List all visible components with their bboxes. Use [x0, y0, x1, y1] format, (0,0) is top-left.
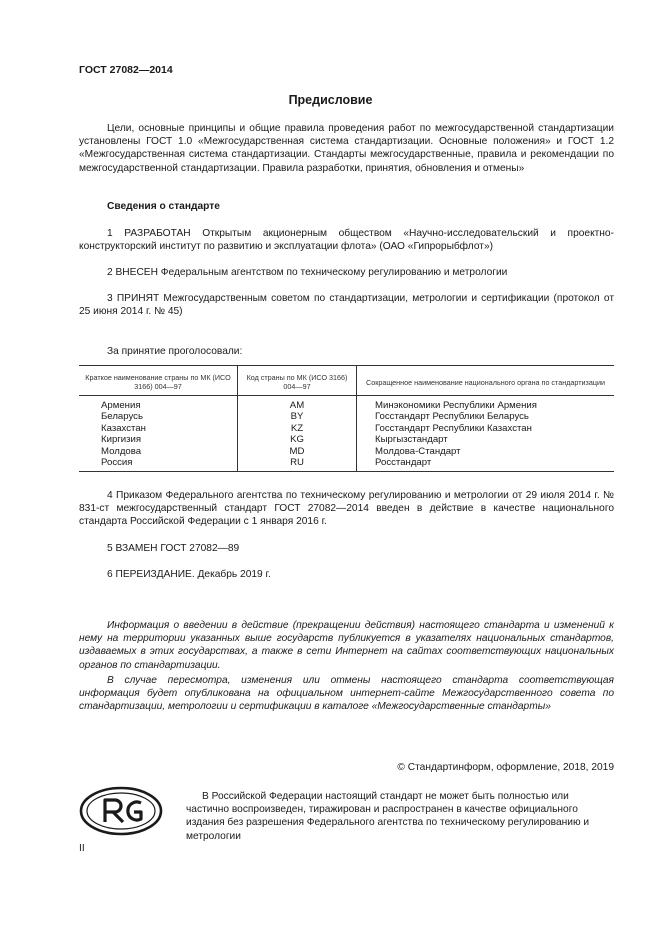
country-code: KG [238, 434, 357, 445]
standard-body: Минэкономики Республики Армения [357, 396, 615, 412]
table-row [79, 396, 614, 412]
section-title: Сведения о стандарте [107, 201, 220, 212]
table-header-row [79, 366, 614, 396]
page-title: Предисловие [288, 93, 373, 107]
voting-countries-table [79, 365, 614, 472]
legal-notice-text: В Российской Федерации настоящий стандарт не может быть полностью или частично воспроизведен, тиражирован и распространен в качестве официального издания без разрешения Федерального агентства по техническому регулированию и метрологии [186, 791, 590, 842]
item-reissue: 6 ПЕРЕИЗДАНИЕ. Декабрь 2019 г. [107, 569, 271, 580]
header-country-code: Код страны по МК (ИСО 3166) 004—97 [238, 366, 357, 396]
voted-label: За принятие проголосовали: [107, 346, 243, 357]
notice-info-revision: В случае пересмотра, изменения или отмены настоящего стандарта соответствующая информация будет опубликована на официальном интернет-сайте Межгосударственного совета по стандартизации, метрологии и сертификации в каталоге «Межгосударственные стандарты» [79, 675, 614, 713]
standard-body: Росстандарт [357, 457, 615, 472]
country-code: AM [238, 396, 357, 412]
standard-body: Молдова-Стандарт [357, 446, 615, 457]
item-adopted: 3 ПРИНЯТ Межгосударственным советом по стандартизации, метрологии и сертификации (протокол от 25 июня 2014 г. № 45) [79, 293, 614, 318]
country-name: Казахстан [101, 422, 146, 434]
table-row [79, 446, 614, 457]
country-code: KZ [238, 423, 357, 434]
country-name: Киргизия [101, 434, 142, 446]
item-developed: 1 РАЗРАБОТАН Открытым акционерным обществом «Научно-исследовательский и проектно-конструкторский институт по развитию и эксплуатации флота» (ОАО «Гипрорыбфлот») [79, 228, 614, 253]
country-name: Россия [79, 457, 238, 472]
rst-logo [79, 786, 163, 836]
legal-notice [186, 790, 614, 843]
country-name: Беларусь [101, 411, 143, 423]
copyright-line: © Стандартинформ, оформление, 2018, 2019 [397, 762, 614, 773]
table-row [79, 457, 614, 472]
country-name: Армения [101, 400, 141, 411]
document-code: ГОСТ 27082—2014 [79, 64, 173, 76]
standard-body: Госстандарт Республики Беларусь [357, 411, 615, 422]
country-code: MD [238, 446, 357, 457]
notice-info-publication: Информация о введении в действие (прекращении действия) настоящего стандарта и изменений к нему на территории указанных выше государств публикуется в указателях национальных стандартов, издаваемых в этих государствах, а также в сети Интернет на сайтах соответствующих национальных органов по стандартизации. [79, 620, 614, 671]
item-enacted: 4 Приказом Федерального агентства по техническому регулированию и метрологии от 29 июля 2014 г. № 831-ст межгосударственный стандарт ГОСТ 27082—2014 введен в действие в качестве национального стандарта Российской Федерации с 1 января 2016 г. [79, 490, 614, 528]
table-row [79, 423, 614, 434]
header-country-name: Краткое наименование страны по МК (ИСО 3166) 004—97 [79, 366, 238, 396]
item-submitted: 2 ВНЕСЕН Федеральным агентством по техническому регулированию и метрологии [107, 267, 508, 278]
standard-body: Кыргызстандарт [357, 434, 615, 445]
page-number: II [79, 843, 85, 854]
table-row [79, 434, 614, 445]
country-code: RU [238, 457, 357, 472]
table-row [79, 411, 614, 422]
item-replaces: 5 ВЗАМЕН ГОСТ 27082—89 [107, 543, 240, 554]
header-standard-body: Сокращенное наименование национального органа по стандартизации [357, 366, 615, 396]
intro-paragraph: Цели, основные принципы и общие правила проведения работ по межгосударственной стандартизации установлены ГОСТ 1.0 «Межгосударственная система стандартизации. Основные положения» и ГОСТ 1.2 «Межгосударственная система стандартизации. Стандарты межгосударственные, правила и рекомендации по межгосударственной стандартизации. Правила разработки, принятия, обновления и отмены» [79, 123, 614, 174]
country-code: BY [238, 411, 357, 422]
country-name: Молдова [101, 445, 142, 457]
standard-body: Госстандарт Республики Казахстан [357, 423, 615, 434]
